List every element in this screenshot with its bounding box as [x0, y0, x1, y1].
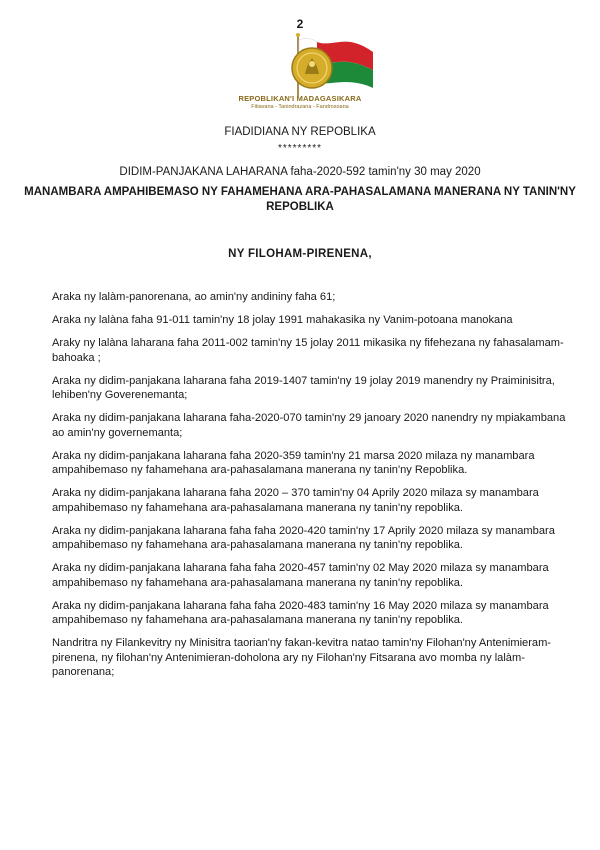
consideration-item: Araka ny didim-panjakana laharana faha 2020-359 tamin'ny 21 marsa 2020 milaza ny manambara ampahibemaso ny fahamehana ara-pahasalamana manerana ny tanin'ny Repoblika.: [52, 449, 535, 476]
consideration-item: Araka ny lalàna faha 91-011 tamin'ny 18 jolay 1991 mahakasika ny Vanim-potoana manokana: [52, 314, 513, 326]
addressee: NY FILOHAM-PIRENENA,: [228, 248, 372, 260]
decree-reference: DIDIM-PANJAKANA LAHARANA faha-2020-592 tamin'ny 30 may 2020: [119, 166, 481, 178]
consideration-item: Araka ny didim-panjakana laharana faha faha 2020-420 tamin'ny 17 Aprily 2020 milaza sy manambara ampahibemaso ny fahamehana ara-pahasalamana manerana ny tanin'ny repoblika.: [52, 524, 555, 551]
consideration-item: Araka ny didim-panjakana laharana faha-2020-070 tamin'ny 29 janoary 2020 nanendry ny mpiakambana ao amin'ny governemanta;: [52, 412, 566, 439]
consideration-item: Nandritra ny Filankevitry ny Minisitra taorian'ny fakan-kevitra natao tamin'ny Filohan'ny Antenimieram-pirenena, ny filohan'ny Antenimieran-doholona ary ny Filohan'ny Fitsarana avo momba ny lalàm-panorenana;: [52, 637, 552, 678]
consideration-item: Araka ny didim-panjakana laharana faha faha 2020-457 tamin'ny 02 May 2020 milaza sy manambara ampahibemaso ny fahamehana ara-pahasalamana manerana ny tanin'ny repoblika.: [52, 562, 549, 589]
considerations-list: [52, 290, 572, 688]
consideration-item: Araka ny didim-panjakana laharana faha 2019-1407 tamin'ny 19 jolay 2019 manendry ny Praiminisitra, lehiben'ny Goverenemanta;: [52, 374, 555, 401]
consideration-item: Araka ny didim-panjakana laharana faha faha 2020-483 tamin'ny 16 May 2020 milaza sy manambara ampahibemaso ny fahamehana ara-pahasalamana manerana ny tanin'ny repoblika.: [52, 599, 549, 626]
consideration-item: Araka ny lalàm-panorenana, ao amin'ny andininy faha 61;: [52, 291, 336, 303]
presidency-heading: FIADIDIANA NY REPOBLIKA: [224, 126, 376, 138]
separator: *********: [277, 143, 323, 154]
consideration-item: Araky ny lalàna laharana faha 2011-002 tamin'ny 15 jolay 2011 mikasika ny fifehezana ny fahasalamam-bahoaka ;: [52, 337, 564, 364]
decree-title: MANAMBARA AMPAHIBEMASO NY FAHAMEHANA ARA-PAHASALAMANA MANERANA NY TANIN'NY REPOBLIKA: [24, 186, 576, 213]
emblem-name: REPOBLIKAN'I MADAGASIKARA: [238, 94, 362, 103]
consideration-item: Araka ny didim-panjakana laharana faha 2020 – 370 tamin'ny 04 Aprily 2020 milaza sy manambara ampahibemaso ny fahamehana ara-pahasalamana manerana ny tanin'ny repoblika.: [52, 487, 539, 514]
emblem-motto: Fitiavana - Tanindrazana - Fandrosoana: [251, 104, 349, 110]
page-number: 2: [296, 17, 304, 31]
